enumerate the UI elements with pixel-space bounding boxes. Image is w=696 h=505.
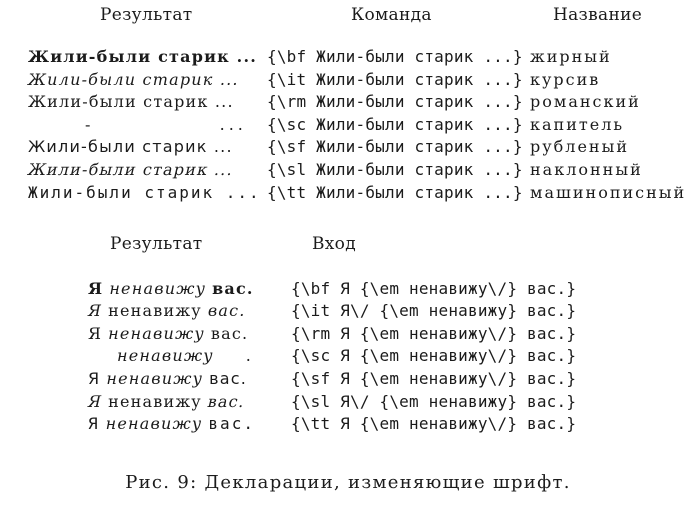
styled-text-segment: ненавижу bbox=[106, 368, 204, 388]
input-cell: {\sf Я {\em ненавижу\/} вас.} bbox=[291, 368, 577, 388]
styled-text-segment: ненавижу bbox=[108, 323, 205, 343]
result-cell bbox=[88, 412, 255, 435]
table-row bbox=[0, 113, 696, 136]
styled-text-segment: - bbox=[85, 114, 92, 134]
result-cell bbox=[28, 181, 261, 204]
styled-text-segment: ненавижу bbox=[108, 391, 202, 411]
styled-text-segment: Жили-были старик ... bbox=[25, 160, 236, 179]
styled-text-segment: ненавижу bbox=[109, 278, 207, 298]
table-row bbox=[0, 181, 696, 204]
result-cell bbox=[28, 68, 239, 91]
styled-text-segment: ненавижу bbox=[105, 414, 203, 434]
result-cell bbox=[28, 45, 257, 68]
result-cell bbox=[28, 135, 233, 158]
styled-text-segment: Жили-были старик ... bbox=[28, 92, 234, 112]
input-cell: {\rm Я {\em ненавижу\/} вас.} bbox=[291, 323, 577, 343]
table-row bbox=[0, 45, 696, 68]
table-row bbox=[0, 390, 696, 413]
table-row bbox=[0, 299, 696, 322]
styled-text-segment: ненавижу bbox=[117, 346, 214, 366]
command-cell: {\sc Жили-были старик ...} bbox=[267, 114, 523, 134]
table-row bbox=[0, 135, 696, 158]
command-cell: {\rm Жили-были старик ...} bbox=[267, 92, 523, 112]
styled-text-segment: вас. bbox=[205, 391, 248, 411]
styled-text-segment: Жили-были старик ... bbox=[28, 182, 261, 202]
table1-header-name: Название bbox=[553, 5, 643, 25]
styled-text-segment: вас. bbox=[209, 368, 248, 388]
table-row bbox=[0, 158, 696, 181]
table-row bbox=[0, 277, 696, 300]
styled-text-segment: Жили-были старик ... bbox=[28, 47, 257, 66]
command-cell: {\it Жили-были старик ...} bbox=[267, 69, 523, 89]
styled-text-segment: Я bbox=[88, 278, 104, 298]
table-row bbox=[0, 344, 696, 367]
result-cell bbox=[25, 158, 236, 181]
styled-text-segment: Жили-были старик ... bbox=[28, 137, 233, 157]
table-row bbox=[0, 90, 696, 113]
result-cell bbox=[85, 390, 248, 413]
table-row bbox=[0, 68, 696, 91]
input-cell: {\sc Я {\em ненавижу\/} вас.} bbox=[291, 346, 577, 366]
result-cell bbox=[88, 322, 248, 345]
table1-header-command: Команда bbox=[351, 5, 432, 25]
styled-text-segment: ненавижу bbox=[108, 301, 202, 321]
table-row bbox=[0, 322, 696, 345]
styled-text-segment: вас. bbox=[208, 414, 255, 434]
styled-text-segment: Я bbox=[85, 391, 105, 411]
table-row bbox=[0, 412, 696, 435]
result-cell bbox=[88, 277, 254, 300]
input-cell: {\it Я\/ {\em ненавижу} вас.} bbox=[291, 301, 577, 321]
command-cell: {\tt Жили-были старик ...} bbox=[267, 182, 523, 202]
result-cell bbox=[88, 367, 247, 390]
font-name-cell: романский bbox=[530, 92, 641, 112]
table2-header-input: Вход bbox=[312, 234, 356, 254]
table2-header-result: Результат bbox=[110, 234, 203, 254]
result-cell bbox=[28, 90, 234, 113]
command-cell: {\sl Жили-были старик ...} bbox=[267, 160, 523, 179]
styled-text-segment: Я bbox=[88, 368, 101, 388]
input-cell: {\tt Я {\em ненавижу\/} вас.} bbox=[291, 414, 577, 434]
font-name-cell: наклонный bbox=[530, 160, 643, 179]
font-name-cell: капитель bbox=[530, 114, 625, 134]
styled-text-segment: . bbox=[245, 346, 253, 366]
figure-caption: Рис. 9: Декларации, изменяющие шрифт. bbox=[125, 472, 571, 493]
result-cell bbox=[88, 344, 252, 367]
input-cell: {\sl Я\/ {\em ненавижу} вас.} bbox=[291, 391, 577, 411]
styled-text-segment: Я bbox=[88, 323, 103, 343]
styled-text-segment: вас. bbox=[207, 301, 246, 321]
table-row bbox=[0, 367, 696, 390]
result-cell bbox=[28, 113, 247, 136]
table1-header-result: Результат bbox=[100, 5, 193, 25]
styled-text-segment: Я bbox=[88, 414, 100, 434]
command-cell: {\bf Жили-были старик ...} bbox=[267, 47, 523, 66]
styled-text-segment: ... bbox=[219, 114, 247, 134]
input-cell: {\bf Я {\em ненавижу\/} вас.} bbox=[291, 278, 577, 298]
font-name-cell: курсив bbox=[530, 69, 601, 89]
styled-text-segment: Жили-были старик ... bbox=[28, 69, 239, 89]
result-cell bbox=[88, 299, 246, 322]
font-name-cell: рубленый bbox=[530, 137, 629, 157]
font-name-cell: машинописный bbox=[530, 182, 687, 202]
font-name-cell: жирный bbox=[530, 47, 612, 66]
styled-text-segment: вас. bbox=[210, 323, 249, 343]
command-cell: {\sf Жили-были старик ...} bbox=[267, 137, 523, 157]
styled-text-segment: Я bbox=[88, 301, 103, 321]
styled-text-segment: вас. bbox=[212, 278, 254, 298]
